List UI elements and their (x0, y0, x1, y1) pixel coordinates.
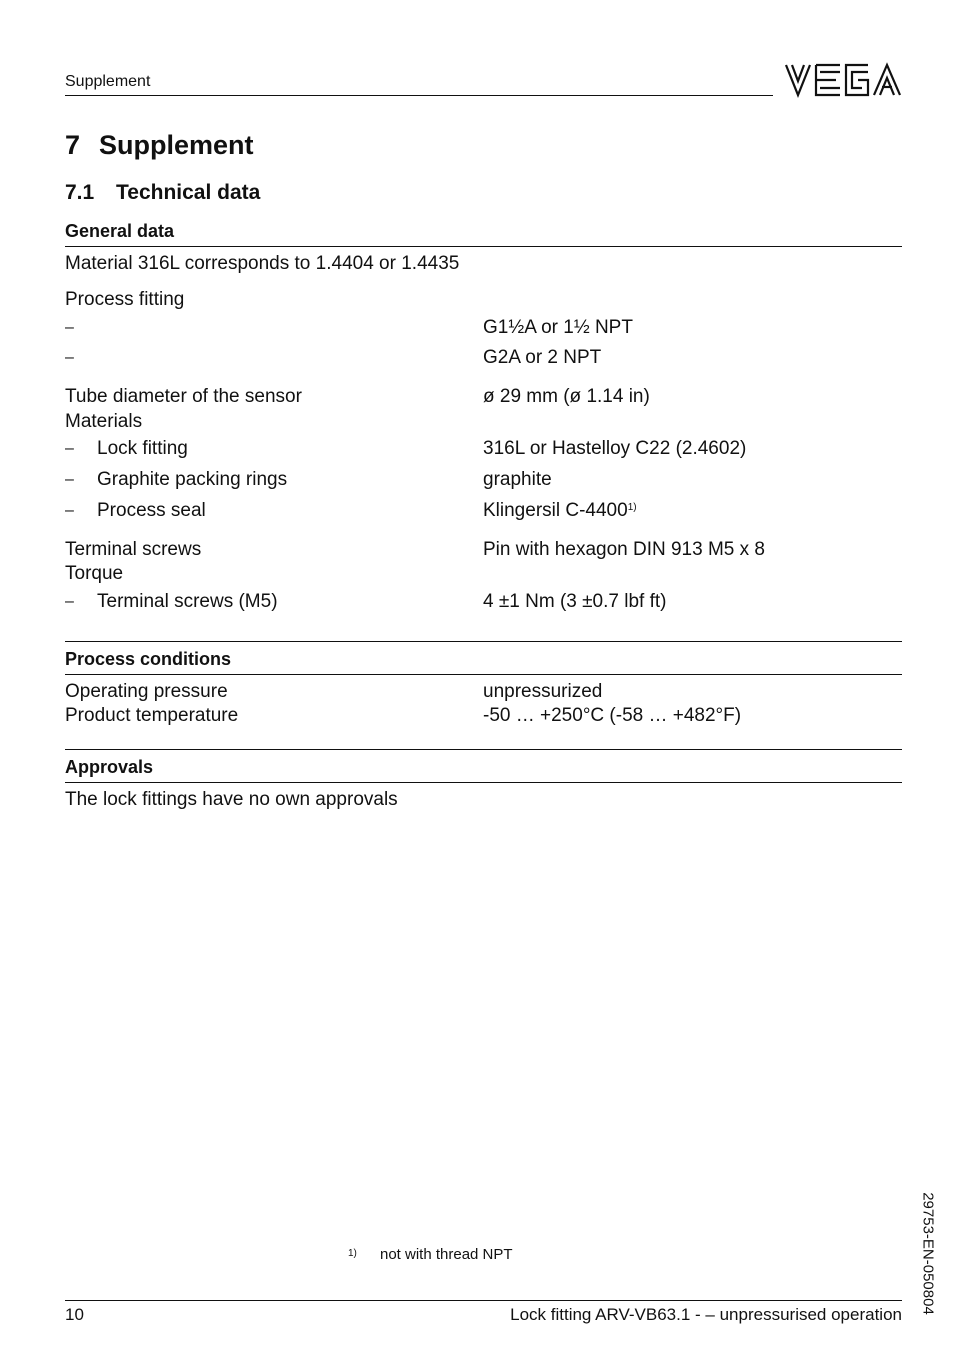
footer-doc-title: Lock fitting ARV-VB63.1 - – unpressurised operation (510, 1305, 902, 1324)
torque-item-value: 4 ±1 Nm (3 ±0.7 lbf ft) (483, 591, 667, 612)
chapter-heading: 7 Supplement (65, 130, 254, 160)
general-data-rule (65, 246, 902, 247)
lock-fitting-value: 316L or Hastelloy C22 (2.4602) (483, 438, 747, 459)
process-fitting-label: Process fitting (65, 289, 185, 310)
graphite-label: Graphite packing rings (97, 469, 288, 490)
list-dash: – (65, 502, 74, 519)
section-heading: 7.1 Technical data (65, 181, 261, 204)
materials-label: Materials (65, 411, 143, 432)
vega-logo (784, 62, 902, 98)
torque-label: Torque (65, 563, 124, 584)
material-note: Material 316L corresponds to 1.4404 or 1.4435 (65, 253, 460, 274)
list-dash: – (65, 593, 74, 610)
terminal-screws-label: Terminal screws (65, 539, 202, 560)
product-temperature-label: Product temperature (65, 705, 239, 726)
approvals-top-rule (65, 749, 902, 750)
list-dash: – (65, 349, 74, 366)
terminal-screws-value: Pin with hexagon DIN 913 M5 x 8 (483, 539, 765, 560)
tube-diameter-value: ø 29 mm (ø 1.14 in) (483, 386, 650, 407)
graphite-value: graphite (483, 469, 552, 490)
list-dash: – (65, 471, 74, 488)
tube-diameter-label: Tube diameter of the sensor (65, 386, 302, 407)
operating-pressure-label: Operating pressure (65, 681, 228, 702)
process-fitting-value-1: G1½A or 1½ NPT (483, 317, 633, 338)
list-dash: – (65, 440, 74, 457)
process-fitting-value-2: G2A or 2 NPT (483, 347, 602, 368)
process-seal-label: Process seal (97, 500, 206, 521)
document-code: 29753-EN-050804 (919, 1192, 937, 1315)
torque-item-label: Terminal screws (M5) (97, 591, 278, 612)
running-header: Supplement (65, 73, 151, 90)
lock-fitting-label: Lock fitting (97, 438, 188, 459)
page-number: 10 (65, 1305, 84, 1324)
process-conditions-rule (65, 674, 902, 675)
approvals-rule (65, 782, 902, 783)
operating-pressure-value: unpressurized (483, 681, 603, 702)
product-temperature-value: -50 … +250°C (-58 … +482°F) (483, 705, 742, 726)
process-seal-value: Klingersil C-4400$^{1)}$ (483, 500, 637, 521)
approvals-title: Approvals (65, 757, 154, 777)
process-conditions-top-rule (65, 641, 902, 642)
general-data-title: General data (65, 221, 175, 241)
footnote-mark: 1) (348, 1248, 357, 1259)
approvals-text: The lock fittings have no own approvals (65, 789, 398, 810)
list-dash: – (65, 319, 74, 336)
footnote-text: not with thread NPT (380, 1246, 513, 1263)
footer-rule (65, 1300, 902, 1301)
footnote-ref: 1) (627, 502, 637, 513)
process-conditions-title: Process conditions (65, 649, 232, 669)
header-rule (65, 95, 773, 96)
